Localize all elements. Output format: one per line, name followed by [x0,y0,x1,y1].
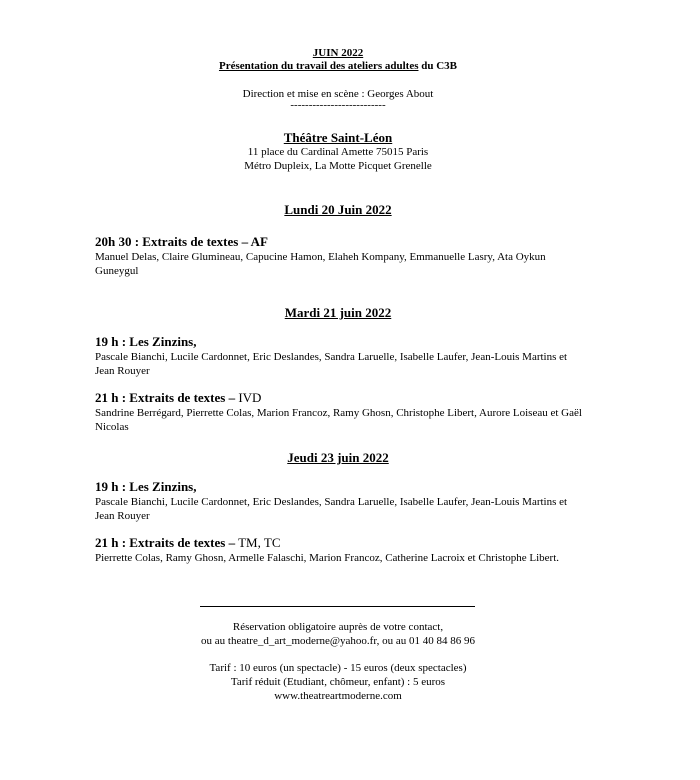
show-entry [95,390,585,434]
website-link[interactable]: www.theatreartmoderne.com [274,690,402,702]
day-title: Jeudi 23 juin 2022 [287,450,389,465]
venue-metro: Métro Dupleix, La Motte Picquet Grenelle [244,160,432,172]
show-entry [95,234,585,278]
show-entry [95,334,585,378]
show-entry [95,479,585,523]
day-title: Mardi 21 juin 2022 [284,305,392,320]
performer-names: Pierrette Colas, Ramy Ghosn, Armelle Falaschi, Marion Francoz, Catherine Lacroix et Christophe Libert. [95,552,560,564]
performer-names: Pascale Bianchi, Lucile Cardonnet, Eric Deslandes, Sandra Laruelle, Isabelle Laufer, Jean-Louis Martins et Jean Rouyer [95,351,568,377]
show-time-title: 20h 30 : Extraits de textes – AF [95,234,268,249]
reservation-note: Réservation obligatoire auprès de votre contact, [232,621,444,633]
show-entry [95,535,585,565]
show-time-title: 19 h : Les Zinzins, [95,334,197,349]
performer-names: Pascale Bianchi, Lucile Cardonnet, Eric Deslandes, Sandra Laruelle, Isabelle Laufer, Jean-Louis Martins et Jean Rouyer [95,496,568,522]
show-time-title: 21 h : Extraits de textes – IVD [95,390,262,405]
venue-address: 11 place du Cardinal Amette 75015 Paris [247,146,429,158]
tarif-line: Tarif : 10 euros (un spectacle) - 15 euros (deux spectacles) [209,662,467,674]
contact-line: ou au theatre_d_art_moderne@yahoo.fr, ou au 01 40 84 86 96 [201,635,475,647]
day-title: Lundi 20 Juin 2022 [284,202,392,217]
show-time-title: 19 h : Les Zinzins, [95,479,197,494]
presentation-subtitle: Présentation du travail des ateliers adultes du C3B [218,60,458,72]
dash-separator: -------------------------- [290,99,386,111]
tarif-reduit-line: Tarif réduit (Etudiant, chômeur, enfant) : 5 euros [230,676,446,688]
footer-divider [200,606,475,607]
direction-line: Direction et mise en scène : Georges About [242,88,434,100]
performer-names: Manuel Delas, Claire Glumineau, Capucine Hamon, Elaheh Kompany, Emmanuelle Lasry, Ata Oykun Guneygul [95,251,546,277]
performer-names: Sandrine Berrégard, Pierrette Colas, Marion Francoz, Ramy Ghosn, Christophe Libert, Aurore Loiseau et Gaël Nicolas [95,407,582,433]
venue-name: Théâtre Saint-Léon [283,130,393,145]
show-time-title: 21 h : Extraits de textes – TM, TC [95,535,281,550]
month-heading: JUIN 2022 [312,47,364,59]
